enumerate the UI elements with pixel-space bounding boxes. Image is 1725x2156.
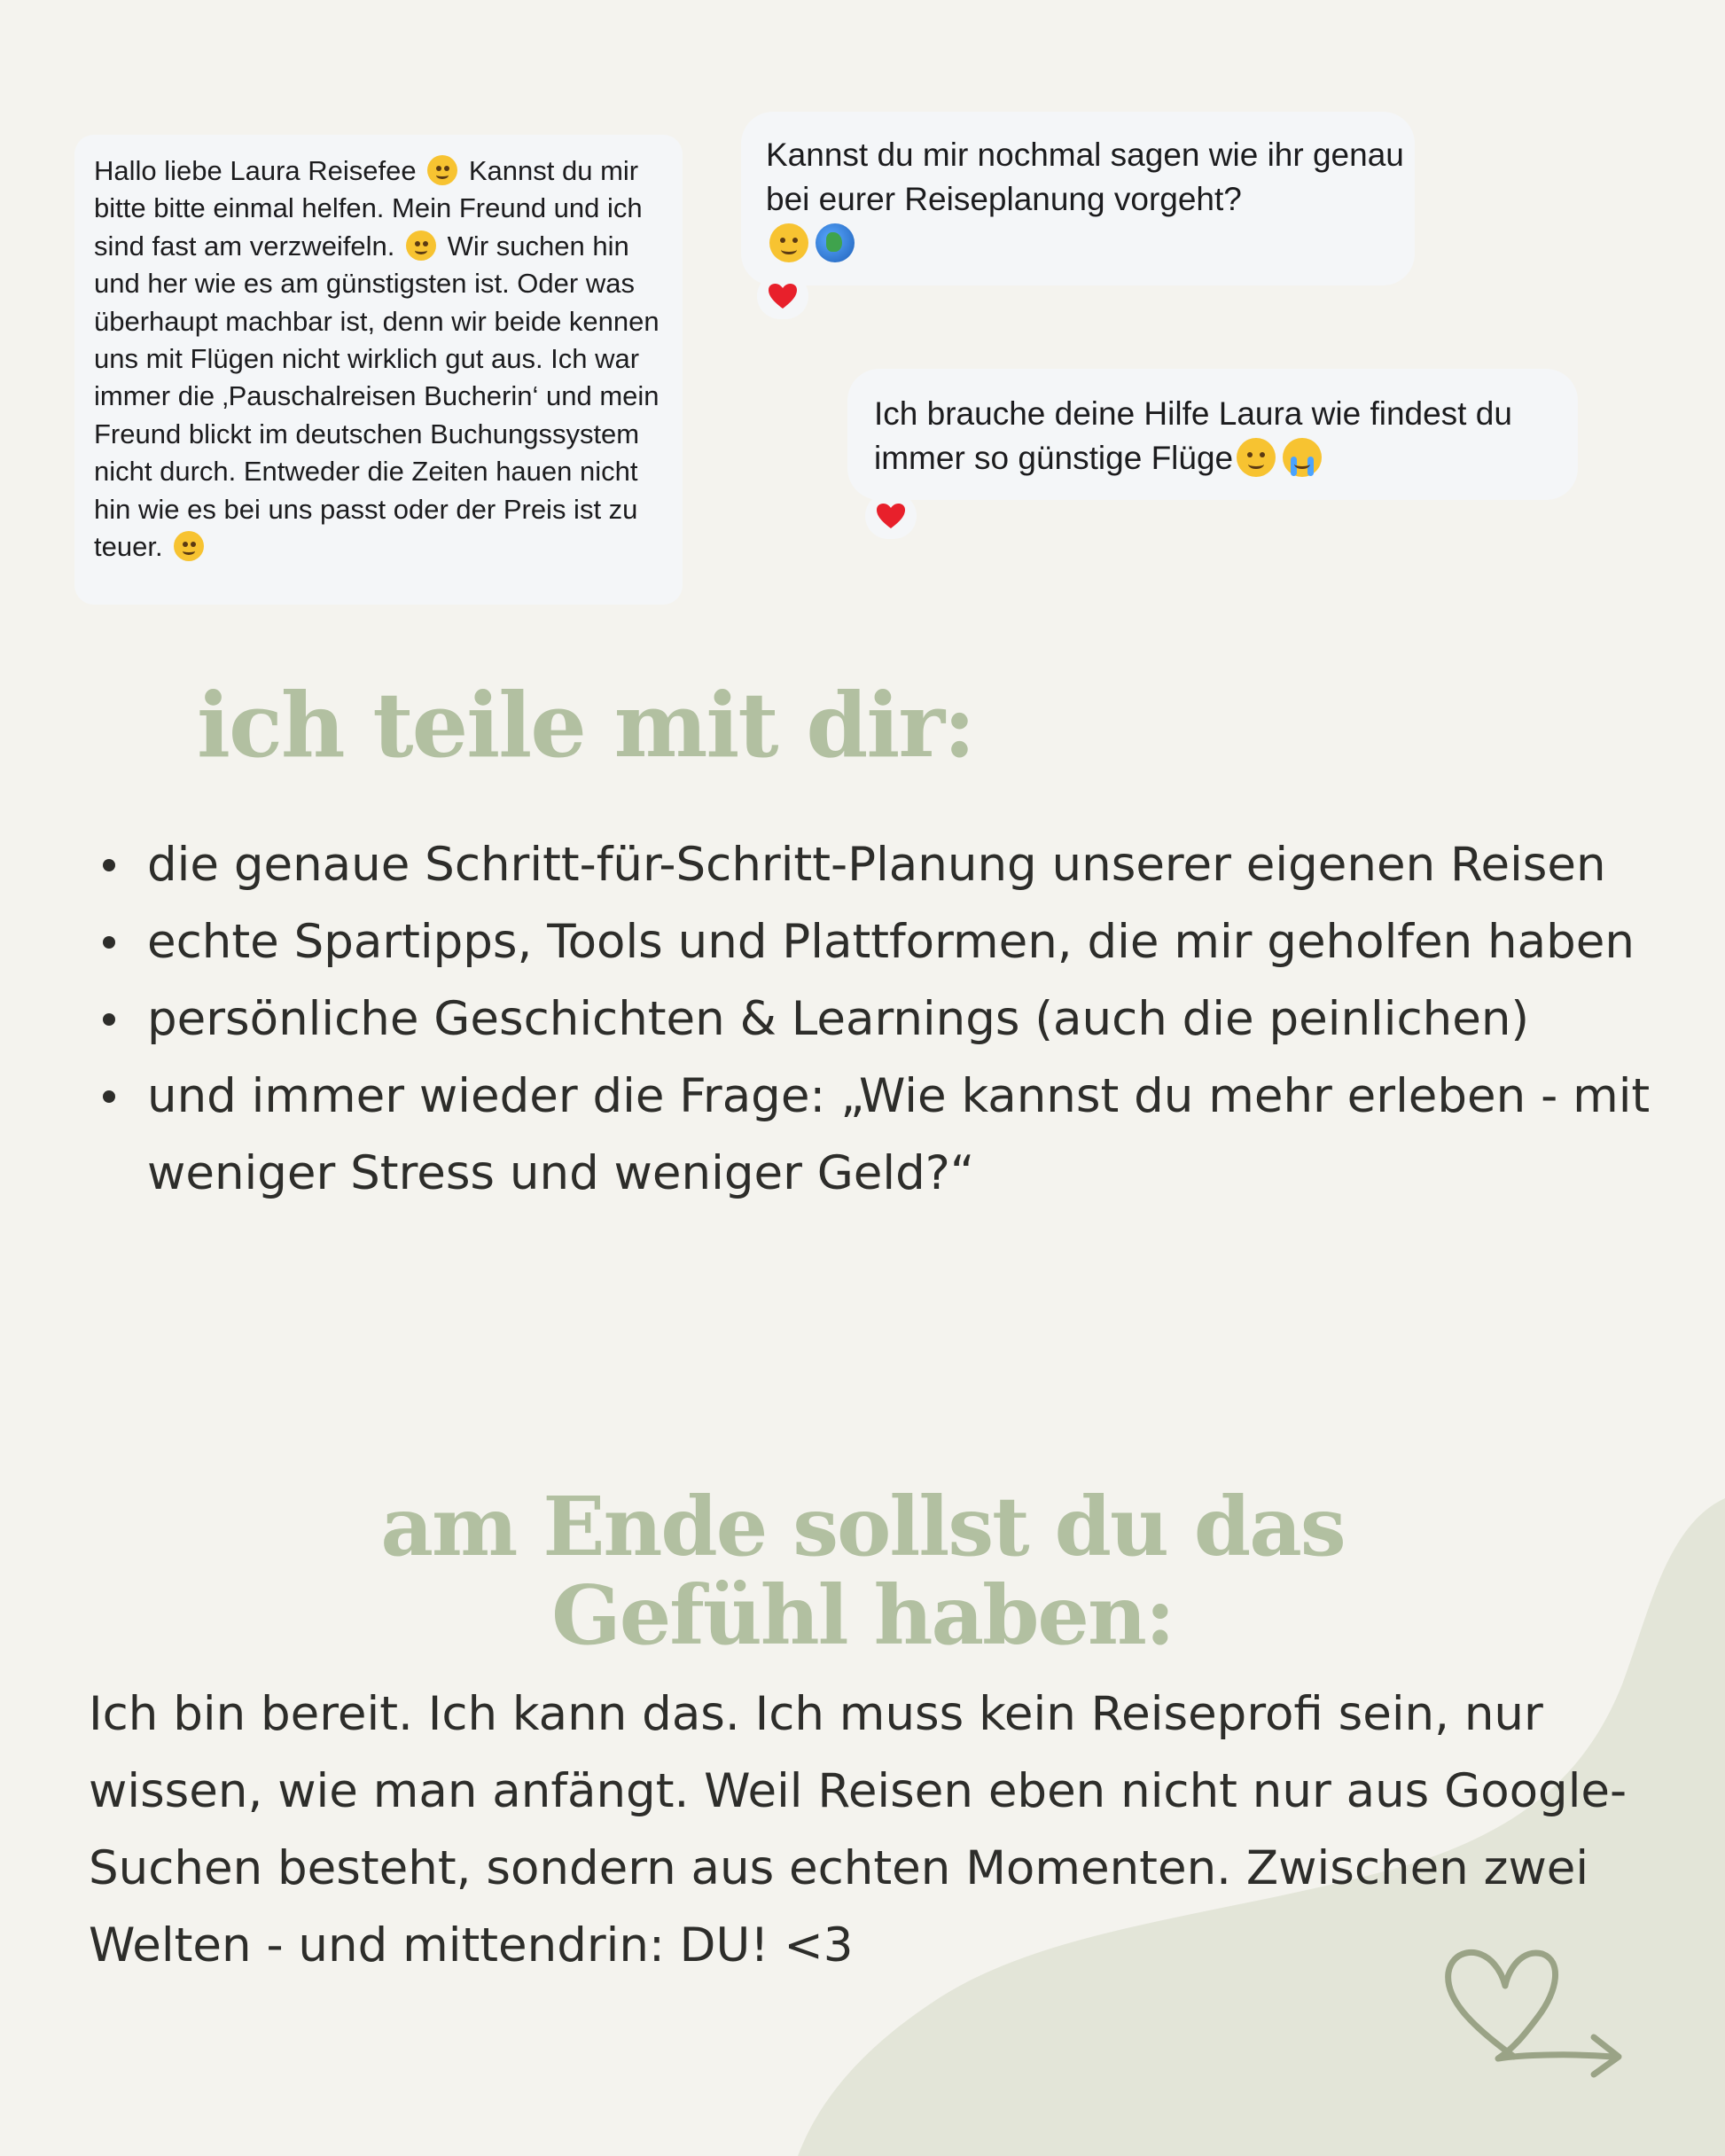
section-2-heading	[0, 1479, 1725, 1663]
chat-bubble-1	[74, 135, 683, 605]
hugging-face-emoji-icon	[769, 223, 808, 262]
star-struck-emoji-icon	[427, 155, 457, 185]
list-item: echte Spartipps, Tools und Plattformen, die mir geholfen haben	[89, 903, 1684, 980]
message-1-part-1: Hallo liebe Laura Reisefee	[94, 155, 417, 186]
feature-list	[89, 826, 1684, 1212]
heart-arrow-icon	[1436, 1941, 1658, 2083]
message-2-text: Kannst du mir nochmal sagen wie ihr genau bei eurer Reiseplanung vorgeht?	[766, 137, 1404, 217]
crying-face-emoji-icon	[1283, 438, 1322, 477]
reaction-badge-3	[865, 493, 917, 539]
section-2-heading-line-1: am Ende sollst du das	[380, 1479, 1345, 1574]
list-item: persönliche Geschichten & Learnings (auch die peinlichen)	[89, 980, 1684, 1058]
message-1-part-3: Wir suchen hin und her wie es am günstigsten ist. Oder was überhaupt machbar ist, denn wir beide kennen uns mit Flügen nicht wirklich gut aus. Ich war immer die ‚Pauschalreisen Bucherin‘ und mein Freund blickt im deutschen Buchungssystem nicht durch. Entweder die Zeiten hauen nicht hin wie es bei uns passt oder der Preis ist zu teuer.	[94, 230, 660, 563]
globe-emoji-icon	[816, 223, 855, 262]
section-2-heading-line-2: Gefühl haben:	[551, 1567, 1174, 1663]
chat-bubble-3	[847, 369, 1578, 500]
chat-message-1	[94, 152, 670, 566]
closing-paragraph: Ich bin bereit. Ich kann das. Ich muss kein Reiseprofi sein, nur wissen, wie man anfängt. Weil Reisen eben nicht nur aus Google-Suchen besteht, sondern aus echten Momenten. Zwischen zwei Welten - und mittendrin: DU! <3	[89, 1687, 1627, 1972]
message-3-text: Ich brauche deine Hilfe Laura wie findest du immer so günstige Flüge	[874, 395, 1512, 476]
chat-message-3	[874, 392, 1565, 480]
list-item: die genaue Schritt-für-Schritt-Planung unserer eigenen Reisen	[89, 826, 1684, 903]
message-1-part-2: Kannst du mir bitte bitte einmal helfen. Mein Freund und ich sind fast am verzweifeln.	[94, 155, 643, 262]
weary-face-emoji-icon	[1237, 438, 1276, 477]
red-heart-icon	[875, 502, 907, 530]
list-item: und immer wieder die Frage: „Wie kannst du mehr erleben - mit weniger Stress und weniger Geld?“	[89, 1058, 1684, 1212]
red-heart-icon	[767, 282, 799, 310]
reaction-badge-2	[757, 273, 808, 319]
chat-message-2	[766, 133, 1404, 266]
section-1-heading: ich teile mit dir:	[197, 673, 974, 777]
woozy-face-emoji-icon	[174, 531, 204, 561]
chat-bubble-2	[741, 112, 1415, 285]
woozy-face-emoji-icon	[406, 230, 436, 261]
